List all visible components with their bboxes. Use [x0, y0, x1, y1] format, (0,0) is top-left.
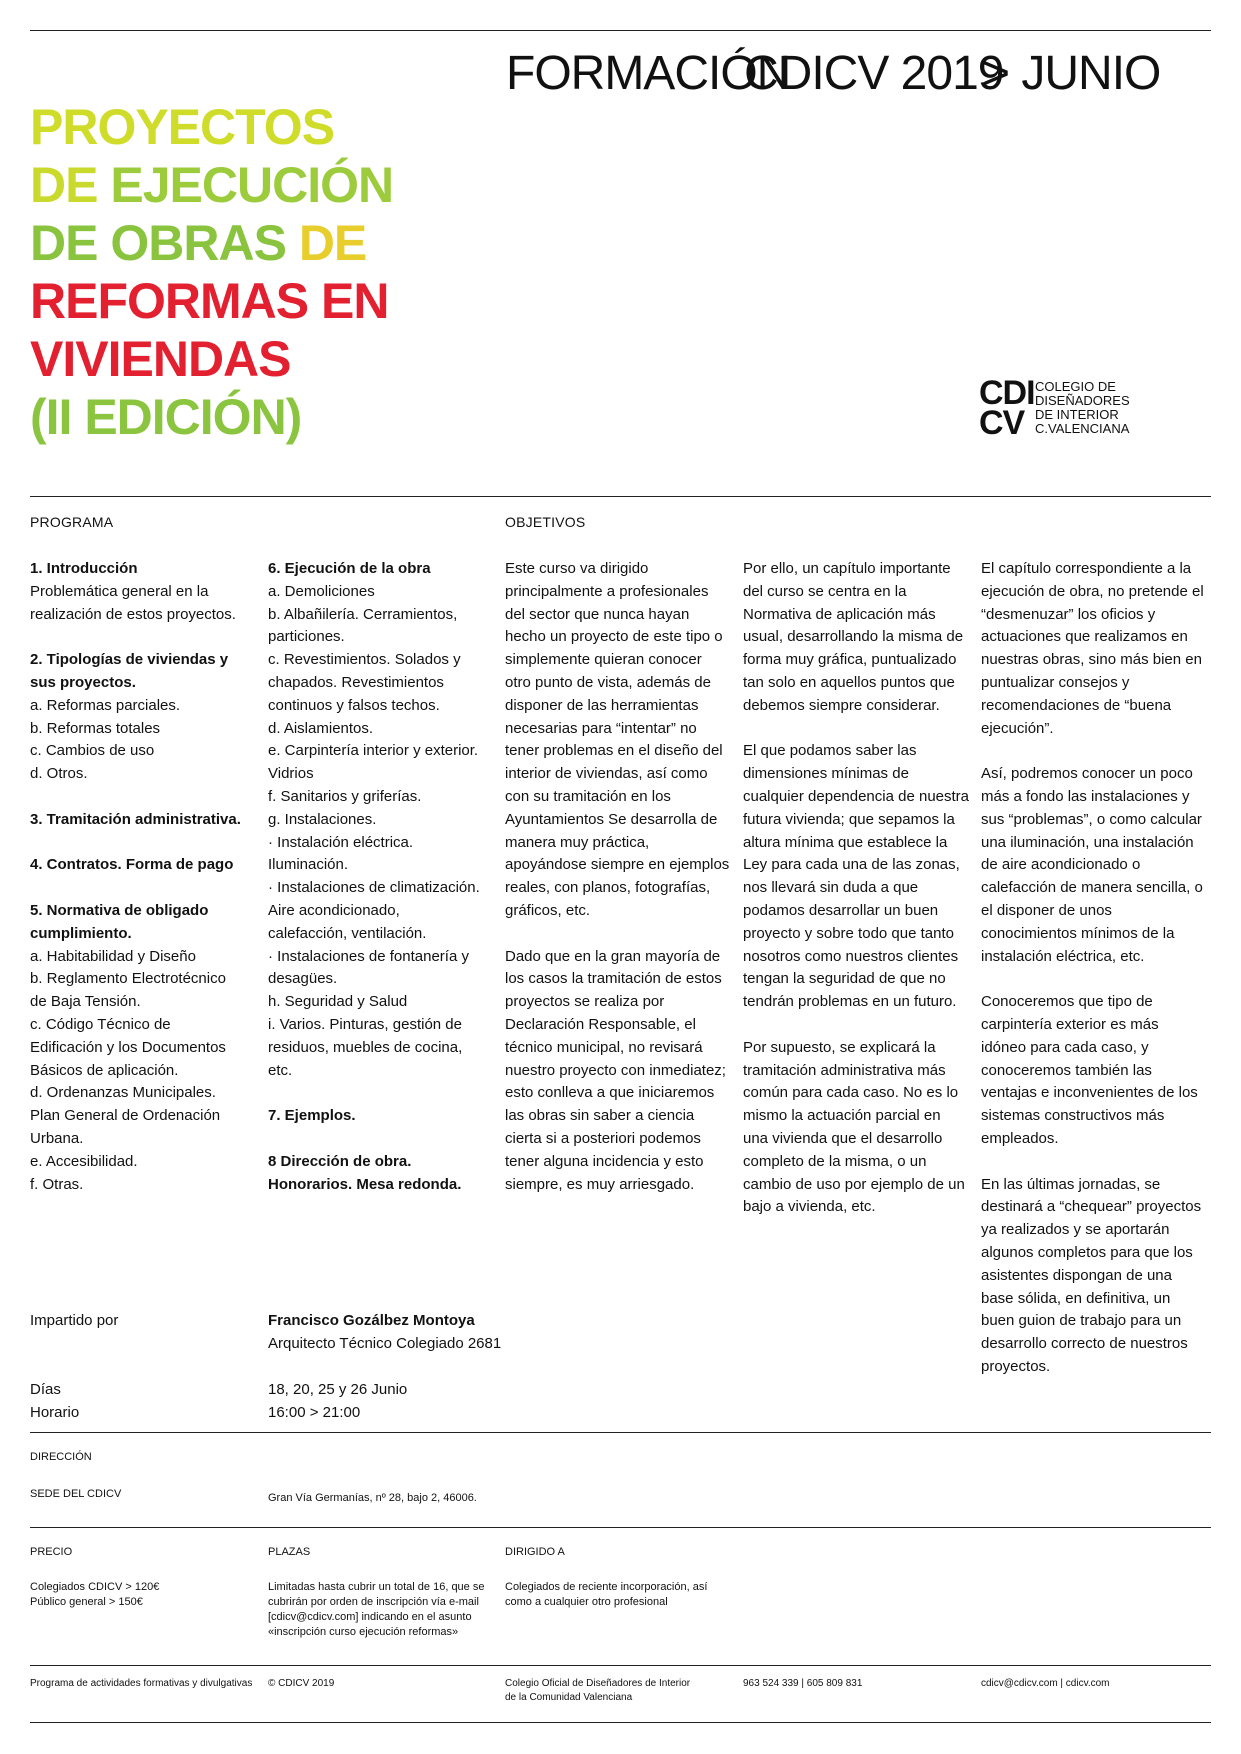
- list-item: d. Otros.: [30, 765, 88, 783]
- dias-label: Días: [30, 1381, 61, 1398]
- list-item: d. Aislamientos.: [268, 719, 374, 737]
- header-formacion: FORMACIÓN: [506, 47, 791, 100]
- footer-colegio: [505, 1677, 690, 1705]
- programa-heading-2: 2. Tipologías de viviendas y sus proyectos.: [30, 651, 229, 691]
- dirigido-text: Colegiados de reciente incorporación, así como a cualquier otro profesional: [505, 1581, 708, 1608]
- list-item: a. Habitabilidad y Diseño: [30, 947, 196, 965]
- info-rule: [30, 1527, 1211, 1528]
- list-item: a. Demoliciones: [268, 582, 375, 600]
- objetivos-column-3: [981, 558, 1207, 1401]
- header-edition: CDICV 2019: [744, 47, 1004, 100]
- objetivos-paragraph: Dado que en la gran mayoría de los casos la tramitación de estos proyectos se realiza por Declaración Responsable, el técnico municipal, no revisará nuestro proyecto con inmediatez; esto conlleva a que iniciaremos las obras sin saber a ciencia cierta si a posteriori podemos tener alguna incidencia y esto siempre, es muy arriesgado.: [505, 947, 726, 1193]
- objetivos-column-2: [743, 558, 969, 1242]
- list-item: c. Código Técnico de Edificación y los Documentos Básicos de aplicación.: [30, 1015, 226, 1079]
- list-item: b. Reformas totales: [30, 719, 161, 737]
- precio-values: [30, 1580, 245, 1610]
- objetivos-paragraph: El que podamos saber las dimensiones mínimas de cualquier dependencia de nuestra futura vivienda; que sepamos la altura mínima que establece la Ley para cada una de las zonas, nos llevará sin duda a que podamos desarrollar un buen proyecto y sobre todo que tanto nosotros como nuestros clientes tengan la seguridad de que no tendrán problemas en un futuro.: [743, 742, 970, 1011]
- plazas-text: Limitadas hasta cubrir un total de 16, que se cubrirán por orden de inscripción vía e-mail [cdicv@cdicv.com] indicando en el asunto «inscripción curso ejecución reformas»: [268, 1581, 485, 1638]
- programa-heading-7: 7. Ejemplos.: [268, 1107, 356, 1125]
- footer-rule: [30, 1665, 1211, 1666]
- list-item: h. Seguridad y Salud: [268, 993, 408, 1011]
- title-line-6: (II EDICIÓN): [30, 389, 302, 445]
- objetivos-paragraph: El capítulo correspondiente a la ejecución de obra, no pretende el “desmenuzar” los oficios y actuaciones que realizamos en nuestras obras, sino más bien en puntualizar consejos y recomendaciones de “buena ejecución”.: [981, 560, 1204, 737]
- list-item: i. Varios. Pinturas, gestión de residuos, muebles de cocina, etc.: [268, 1015, 463, 1079]
- footer-copyright: © CDICV 2019: [268, 1678, 335, 1689]
- list-item: f. Otras.: [30, 1175, 84, 1193]
- programa-column-1: [30, 558, 245, 1219]
- objetivos-paragraph: Por supuesto, se explicará la tramitación administrativa más común para cada caso. No es lo mismo la actuación parcial en una vivienda que el desarrollo completo de la misma, o un cambio de uso por ejemplo de un bajo a vivienda, etc.: [743, 1038, 965, 1216]
- address-rule: [30, 1432, 1211, 1433]
- section-rule: [30, 496, 1211, 497]
- programa-heading-5: 5. Normativa de obligado cumplimiento.: [30, 901, 209, 942]
- logo-line-1: COLEGIO DE: [1035, 379, 1116, 394]
- bottom-rule: [30, 1722, 1211, 1723]
- dias-value: 18, 20, 25 y 26 Junio: [268, 1381, 408, 1398]
- title-line-1: PROYECTOS: [30, 99, 335, 155]
- objetivos-paragraph: Así, podremos conocer un poco más a fondo las instalaciones y sus “problemas”, o como calcular una iluminación, una instalación de aire acondicionado o calefacción de manera sencilla, o el disponer de unos conocimientos mínimos de la instalación eléctrica, etc.: [981, 765, 1203, 965]
- footer-phone: 963 524 339 | 605 809 831: [743, 1678, 863, 1689]
- list-item: · Instalaciones de fontanería y desagües.: [268, 947, 469, 988]
- programa-label: PROGRAMA: [30, 514, 114, 530]
- top-rule: [30, 30, 1211, 31]
- title-line-2: [30, 156, 393, 214]
- list-item: e. Accesibilidad.: [30, 1152, 138, 1170]
- horario-value: 16:00 > 21:00: [268, 1404, 361, 1421]
- cdicv-logo: [979, 376, 1179, 442]
- title-line-3b: DE: [298, 215, 367, 271]
- plazas-label: PLAZAS: [268, 1546, 311, 1558]
- objetivos-column-1: [505, 558, 731, 1219]
- course-title: [30, 98, 393, 446]
- footer-programa: Programa de actividades formativas y divulgativas: [30, 1678, 253, 1689]
- objetivos-label: OBJETIVOS: [505, 514, 586, 530]
- objetivos-paragraph: Este curso va dirigido principalmente a profesionales del sector que nunca hayan hecho un proyecto de este tipo o simplemente quieran conocer otro punto de vista, además de disponer de las herramientas necesarias para “intentar” no tener problemas en el diseño del interior de viviendas, así como con su tramitación en los Ayuntamientos Se desarrolla de manera muy práctica, apoyándose siempre en ejemplos reales, con planos, fotografías, gráficos, etc.: [505, 560, 730, 919]
- impartido-label: Impartido por: [30, 1312, 119, 1329]
- programa-heading-4: 4. Contratos. Forma de pago: [30, 856, 234, 874]
- logo-mark-top: CDI: [979, 374, 1035, 412]
- programa-column-2: [268, 558, 483, 1219]
- programa-heading-8: 8 Dirección de obra. Honorarios. Mesa redonda.: [268, 1152, 462, 1193]
- list-item: g. Instalaciones.: [268, 810, 377, 828]
- title-line-2b: EJECUCIÓN: [110, 157, 394, 213]
- title-line-5: VIVIENDAS: [30, 331, 291, 387]
- footer-colegio-line-2: de la Comunidad Valenciana: [505, 1692, 633, 1703]
- horario-label: Horario: [30, 1404, 80, 1421]
- logo-line-2: DISEÑADORES: [1035, 393, 1130, 408]
- precio-publico: Público general > 150€: [30, 1596, 143, 1608]
- title-line-3: [30, 214, 393, 272]
- list-item: b. Reglamento Electrotécnico de Baja Tensión.: [30, 970, 226, 1011]
- logo-line-3: DE INTERIOR: [1035, 407, 1119, 422]
- programa-heading-1: 1. Introducción: [30, 560, 138, 577]
- title-line-3a: DE OBRAS: [30, 215, 299, 271]
- programa-heading-6: 6. Ejecución de la obra: [268, 560, 431, 577]
- list-item: · Instalaciones de climatización. Aire acondicionado, calefacción, ventilación.: [268, 879, 480, 942]
- programa-heading-3: 3. Tramitación administrativa.: [30, 810, 241, 828]
- list-item: a. Reformas parciales.: [30, 696, 181, 714]
- objetivos-paragraph: En las últimas jornadas, se destinará a “chequear” proyectos ya realizados y se aportarán algunos completos para que los asistentes dispongan de una base sólida, en definitiva, un buen guion de trabajo para un desarrollo correcto de nuestros proyectos.: [981, 1175, 1202, 1375]
- precio-label: PRECIO: [30, 1546, 73, 1558]
- direccion-label: DIRECCIÓN: [30, 1451, 92, 1463]
- list-item: d. Ordenanzas Municipales. Plan General de Ordenación Urbana.: [30, 1084, 221, 1147]
- logo-mark-bottom: CV: [979, 404, 1025, 442]
- objetivos-paragraph: Conoceremos que tipo de carpintería exterior es más idóneo para cada caso, y conoceremos también las ventajas e inconvenientes de los sistemas constructivos más empleados.: [981, 993, 1198, 1147]
- list-item: b. Albañilería. Cerramientos, particiones.: [268, 605, 458, 646]
- list-item: c. Cambios de uso: [30, 742, 155, 760]
- precio-colegiados: Colegiados CDICV > 120€: [30, 1581, 160, 1593]
- list-item: e. Carpintería interior y exterior. Vidrios: [268, 742, 479, 783]
- sede-value: Gran Vía Germanías, nº 28, bajo 2, 46006.: [268, 1492, 477, 1504]
- objetivos-paragraph: Por ello, un capítulo importante del curso se centra en la Normativa de aplicación más usual, desarrollando la misma de forma muy gráfica, puntualizado tan solo en aquellos puntos que debemos siempre considerar.: [743, 560, 964, 714]
- list-item: f. Sanitarios y griferías.: [268, 787, 422, 805]
- list-item: c. Revestimientos. Solados y chapados. Revestimientos continuos y falsos techos.: [268, 651, 461, 714]
- speaker-title: Arquitecto Técnico Colegiado 2681: [268, 1335, 502, 1352]
- list-item: · Instalación eléctrica. Iluminación.: [268, 833, 414, 874]
- title-line-2a: DE: [30, 157, 111, 213]
- speaker-name: Francisco Gozálbez Montoya: [268, 1312, 475, 1329]
- footer-colegio-line-1: Colegio Oficial de Diseñadores de Interior: [505, 1678, 691, 1689]
- footer-contact-link[interactable]: cdicv@cdicv.com | cdicv.com: [981, 1678, 1110, 1689]
- header-month: > JUNIO: [982, 47, 1161, 100]
- dirigido-label: DIRIGIDO A: [505, 1546, 565, 1558]
- title-line-4: REFORMAS EN: [30, 273, 389, 329]
- sede-label: SEDE DEL CDICV: [30, 1488, 122, 1500]
- programa-text-1: Problemática general en la realización de estos proyectos.: [30, 582, 236, 623]
- logo-line-4: C.VALENCIANA: [1035, 421, 1130, 436]
